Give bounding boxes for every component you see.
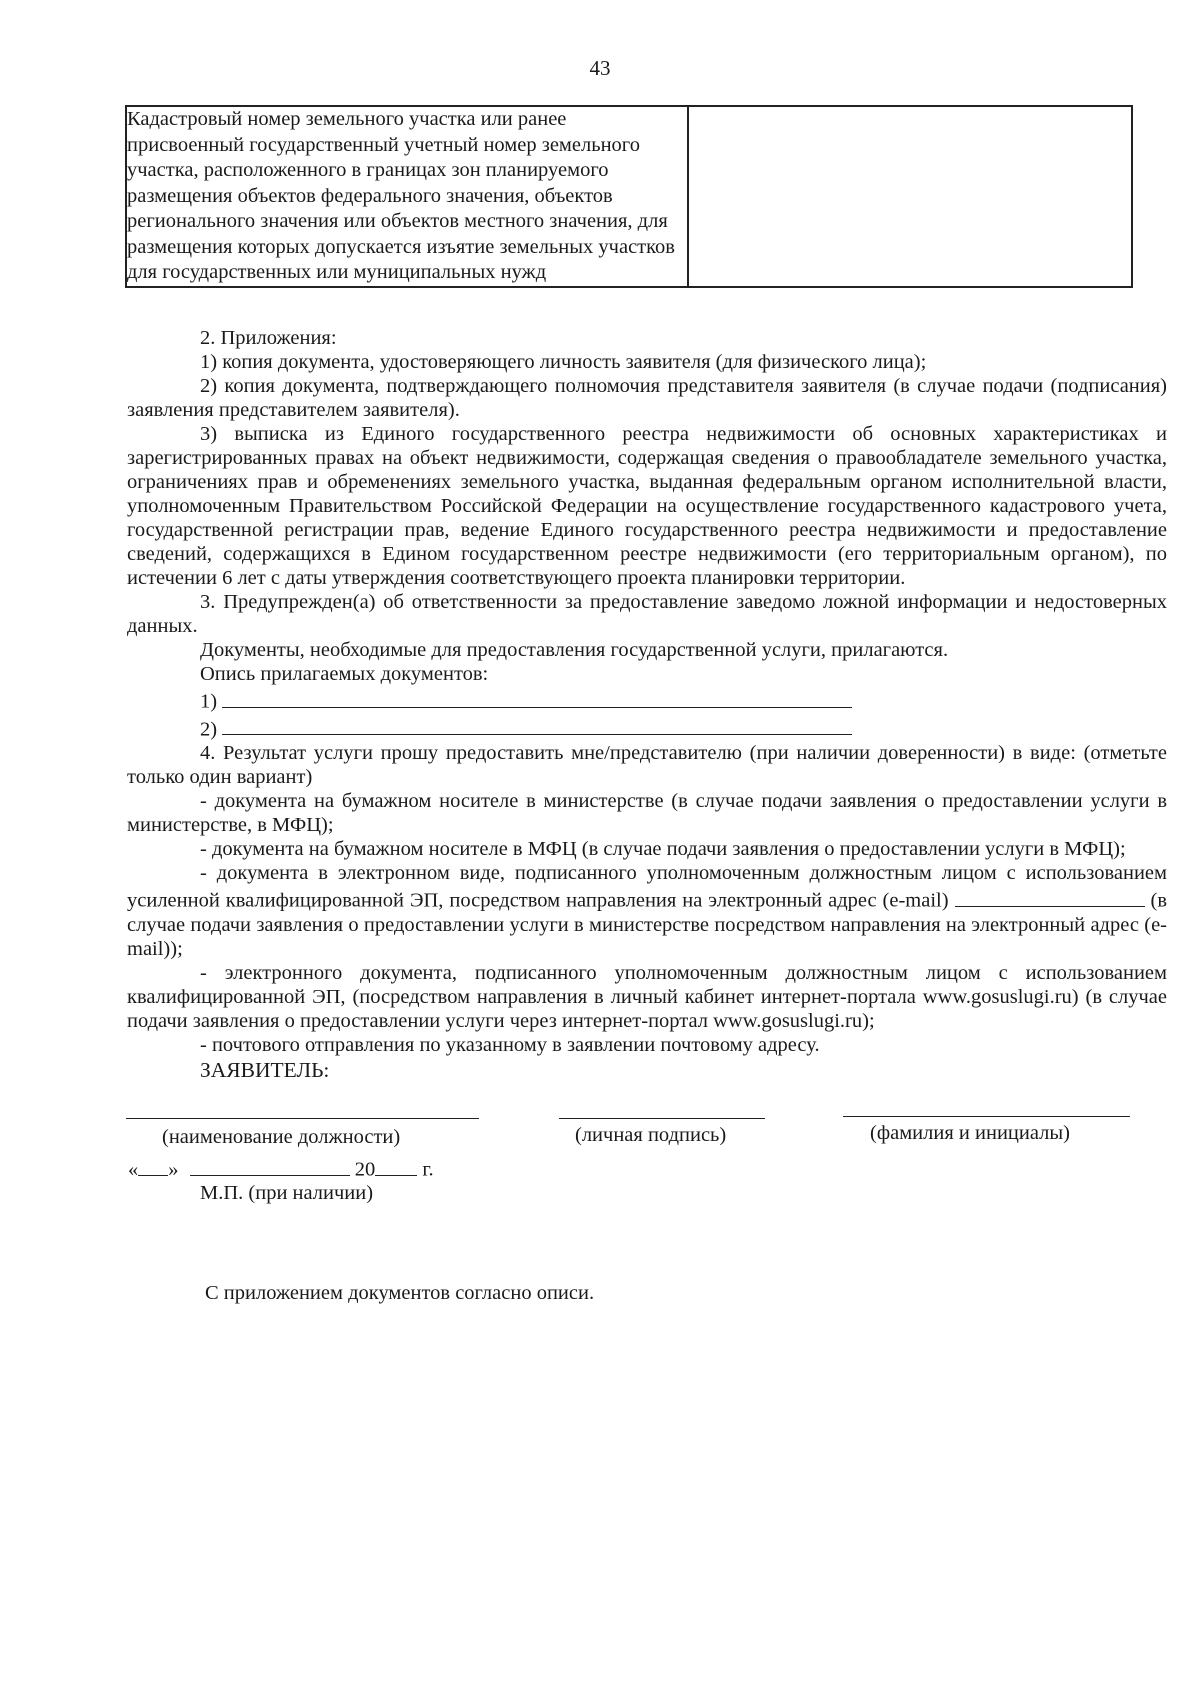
section-3: 3. Предупрежден(а) об ответственности за предоставление заведомо ложной информации и недостоверных данных. [127, 591, 1167, 637]
cadastral-table [125, 105, 1133, 288]
inventory-item-2-number: 2) [200, 718, 218, 740]
name-caption: (фамилия и инициалы) [870, 1122, 1070, 1144]
year-prefix: 20 [354, 1158, 376, 1181]
inventory-item-1-number: 1) [200, 690, 218, 713]
section-4: 4. Результат услуги прошу предоставить мне/представителю (при наличии доверенности) в виде: (отметьте только один вариант) [127, 742, 1167, 788]
attachment-3: 3) выписка из Единого государственного реестра недвижимости об основных характеристиках и зарегистрированных правах на объект недвижимости, содержащая сведения о правообладателе земельного участка, ограничениях прав и обременениях земельного участка, выданная федеральным органом исполнительной власти, уполномоченным Правительством Российской Федерации на осуществление государственного кадастрового учета, государственной регистрации прав, ведение Единого государственного реестра недвижимости и предоставление сведений, содержащихся в Едином государственном реестре недвижимости (его территориальным органом), по истечении 6 лет с даты утверждения соответствующего проекта планировки территории. [127, 423, 1167, 589]
stamp-note: М.П. (при наличии) [200, 1182, 374, 1204]
date-field [128, 1154, 434, 1182]
inventory-item-2 [127, 714, 1167, 742]
result-option-post: - почтового отправления по указанному в заявлении почтовому адресу. [200, 1033, 820, 1056]
result-option-email [127, 861, 1167, 961]
year-suffix: г. [422, 1158, 434, 1181]
section-2-title: 2. Приложения: [200, 327, 337, 349]
result-option-email-text: - документа в электронном виде, подписанного уполномоченным должностным лицом с использованием усиленной квалифицированной ЭП, посредством направления на электронный адрес (e-mail) [127, 862, 1167, 912]
inventory-title: Опись прилагаемых документов: [200, 663, 489, 685]
year-line[interactable] [375, 1154, 417, 1176]
attachment-2: 2) копия документа, подтверждающего полномочия представителя заявителя (в случае подачи (подписания) заявления представителем заявителя). [127, 375, 1167, 421]
document-body [127, 326, 1167, 1084]
cadastral-label: Кадастровый номер земельного участка или ранее присвоенный государственный учетный номер земельного участка, расположенного в границах зон планируемого размещения объектов федерального значения, объектов регионального значения или объектов местного значения, для размещения которых допускается изъятие земельных участков для государственных или муниципальных нужд [126, 106, 688, 287]
footer-note: С приложением документов согласно описи. [205, 1282, 595, 1304]
inventory-item-1 [127, 686, 1167, 714]
inventory-item-1-line[interactable] [222, 686, 852, 708]
table-row [126, 106, 1132, 287]
documents-attached: Документы, необходимые для предоставления государственной услуги, прилагаются. [200, 639, 949, 661]
result-option-paper-mfc: - документа на бумажном носителе в МФЦ (в случае подачи заявления о предоставлении услуги в МФЦ); [200, 838, 1126, 860]
position-line[interactable] [126, 1118, 479, 1119]
result-option-email-note: (в случае подачи заявления о предоставлении услуги в министерстве посредством направления на электронный адрес (e-mail)); [127, 889, 1168, 960]
result-option-paper-ministry: - документа на бумажном носителе в министерстве (в случае подачи заявления о предоставлении услуги в министерстве, в МФЦ); [127, 790, 1167, 836]
date-open-quote: « [128, 1158, 139, 1181]
name-line[interactable] [843, 1116, 1130, 1117]
applicant-heading: ЗАЯВИТЕЛЬ: [200, 1057, 330, 1082]
month-line[interactable] [190, 1154, 350, 1176]
cadastral-value-cell[interactable] [688, 106, 1132, 287]
position-caption: (наименование должности) [162, 1126, 401, 1148]
signature-caption: (личная подпись) [575, 1124, 727, 1146]
attachment-1: 1) копия документа, удостоверяющего личность заявителя (для физического лица); [200, 351, 927, 373]
result-option-portal: - электронного документа, подписанного уполномоченным должностным лицом с использованием квалифицированной ЭП, (посредством направления в личный кабинет интернет-портала www.gosuslugi.ru) (в случае подачи заявления о предоставлении услуги через интернет-портал www.gosuslugi.ru); [127, 961, 1167, 1032]
email-line[interactable] [955, 885, 1145, 907]
date-close-quote: » [168, 1158, 179, 1181]
inventory-item-2-line[interactable] [222, 714, 852, 736]
page-number: 43 [589, 56, 611, 80]
signature-line[interactable] [559, 1118, 765, 1119]
day-line[interactable] [138, 1154, 168, 1176]
